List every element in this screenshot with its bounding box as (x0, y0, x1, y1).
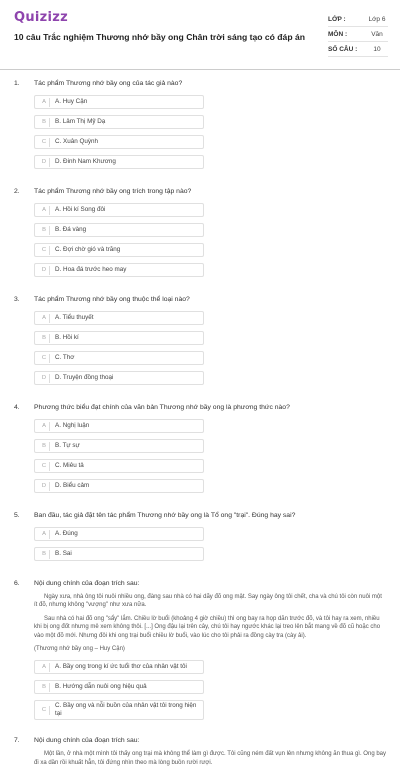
question-header (14, 511, 386, 520)
option-text: D. Đinh Nam Khương (55, 158, 116, 165)
meta-row-question-count (328, 42, 388, 57)
option-letter: C (39, 138, 50, 147)
option-text: D. Biểu cảm (55, 482, 90, 489)
option-c[interactable] (34, 243, 204, 257)
question-text: Nội dung chính của đoạn trích sau: (34, 737, 140, 745)
question-5 (14, 511, 386, 567)
question-header (14, 736, 386, 745)
passage-source: (Thương nhớ bầy ong – Huy Cận) (34, 646, 125, 653)
option-group (34, 419, 386, 499)
meta-label: MÔN : (328, 30, 348, 38)
passage-paragraph: Sau nhà có hai đõ ong "sẩy" lắm. Chiều lờ buổi (khoảng 4 giờ chiều) thì ong bay ra họp dăn trước đõ, và tôi hay ra xem, nhiều khi bị ong đốt nhưng mê xem không thôi. [...] Ong đậu lại trên cây, chú tôi hay ngước khác lại treo lên bắt mang về đõ cũ hoặc cho vào một đõ mới. Nhưng đôi khi ong trại buổi chiều lờ buổi, vào lúc cho tôi phải ra đồng cày tra (cày ải). (34, 615, 381, 639)
quiz-header (0, 0, 400, 64)
option-letter: D (39, 482, 50, 491)
question-text: Nội dung chính của đoạn trích sau: (34, 580, 140, 587)
question-text: Tác phẩm Thương nhớ bầy ong của tác giả nào? (34, 80, 183, 87)
question-header (14, 79, 386, 88)
option-text: B. Tự sự (55, 442, 80, 449)
option-a[interactable] (34, 527, 204, 541)
option-c[interactable] (34, 700, 204, 720)
option-text: A. Đúng (55, 530, 78, 537)
option-letter: B (39, 550, 50, 559)
question-number: 3. (14, 296, 20, 303)
option-d[interactable] (34, 263, 204, 277)
meta-label: SỐ CÂU : (328, 45, 358, 53)
option-c[interactable] (34, 135, 204, 149)
question-header (14, 295, 386, 304)
option-text: C. Thơ (55, 354, 75, 361)
option-b[interactable] (34, 331, 204, 345)
option-group (34, 311, 386, 391)
question-4 (14, 403, 386, 499)
option-text: B. Lâm Thị Mỹ Dạ (55, 118, 106, 125)
meta-label: LỚP : (328, 15, 346, 23)
option-text: A. Tiểu thuyết (55, 314, 94, 321)
option-letter: A (39, 422, 50, 431)
option-group (34, 527, 386, 567)
passage-paragraph: Ngày xưa, nhà ông tôi nuôi nhiều ong, đàng sau nhà có hai dãy đõ ong mật. Say ngày ông tôi chết, cha và chú tôi còn nuôi một ít đõ, nhưng không "vượng" như xưa nữa. (34, 594, 382, 609)
option-text: C. Xuân Quỳnh (55, 138, 99, 145)
option-d[interactable] (34, 155, 204, 169)
option-letter: C (39, 462, 50, 471)
option-group (34, 660, 386, 726)
option-letter: C (39, 246, 50, 255)
reading-passage (34, 750, 386, 767)
page-title: 10 câu Trắc nghiệm Thương nhớ bầy ong Chân trời sáng tạo có đáp án (14, 32, 305, 42)
option-b[interactable] (34, 680, 204, 694)
option-letter: A (39, 98, 50, 107)
question-number: 2. (14, 188, 20, 195)
option-letter: B (39, 683, 50, 692)
option-text: B. Đá vàng (55, 226, 87, 233)
option-c[interactable] (34, 351, 204, 365)
question-1 (14, 79, 386, 175)
meta-value: Lớp 6 (368, 15, 386, 23)
option-letter: A (39, 314, 50, 323)
option-text: A. Hồi kí Song đôi (55, 206, 106, 213)
question-6 (14, 579, 386, 726)
question-3 (14, 295, 386, 391)
option-text: B. Hướng dẫn nuôi ong hiệu quả (55, 683, 147, 691)
question-number: 7. (14, 737, 20, 745)
option-letter: B (39, 334, 50, 343)
option-group (34, 203, 386, 283)
meta-row-grade (328, 12, 388, 27)
option-b[interactable] (34, 439, 204, 453)
option-letter: D (39, 374, 50, 383)
option-letter: A (39, 663, 50, 672)
option-group (34, 95, 386, 175)
option-d[interactable] (34, 371, 204, 385)
question-number: 1. (14, 80, 20, 87)
option-b[interactable] (34, 115, 204, 129)
header-divider (0, 69, 400, 70)
option-letter: B (39, 118, 50, 127)
option-letter: A (39, 206, 50, 215)
meta-value: 10 (373, 45, 381, 53)
question-7 (14, 736, 386, 767)
reading-passage (34, 593, 386, 653)
passage-paragraph: Một lần, ở nhà một mình tôi thấy ong trại mà không thể làm gì được. Tôi cũng ném đất vụn lên nhưng không ăn thua gì. Ong bay đi xa dần rồi khuất hẳn, tôi đứng nhìn theo mà lòng buồn rười rượi. (34, 751, 386, 766)
question-number: 5. (14, 512, 20, 519)
option-text: C. Miêu tả (55, 462, 84, 469)
option-d[interactable] (34, 479, 204, 493)
option-letter: A (39, 530, 50, 539)
option-a[interactable] (34, 203, 204, 217)
question-text: Ban đầu, tác giả đặt tên tác phẩm Thương nhớ bầy ong là Tổ ong "trại". Đúng hay sai? (34, 512, 296, 519)
option-text: D. Hoa đá trước heo may (55, 266, 127, 273)
question-header (14, 187, 386, 196)
option-letter: C (39, 354, 50, 363)
meta-row-subject (328, 27, 388, 42)
question-list (0, 74, 400, 772)
option-text: A. Nghị luận (55, 422, 90, 429)
question-text: Tác phẩm Thương nhớ bầy ong thuộc thể loại nào? (34, 296, 190, 303)
option-text: A. Huy Cận (55, 98, 88, 105)
option-b[interactable] (34, 547, 204, 561)
option-text: B. Hồi kí (55, 334, 79, 341)
question-number: 6. (14, 580, 20, 587)
option-letter: B (39, 442, 50, 451)
option-b[interactable] (34, 223, 204, 237)
quiz-meta-table (328, 12, 388, 57)
option-letter: C (39, 706, 50, 715)
option-a[interactable] (34, 311, 204, 325)
option-text: A. Bầy ong trong kí ức tuổi thơ của nhân vật tôi (55, 663, 187, 671)
question-2 (14, 187, 386, 283)
option-a[interactable] (34, 95, 204, 109)
meta-value: Văn (371, 30, 383, 38)
question-header (14, 579, 386, 588)
option-letter: B (39, 226, 50, 235)
option-text: D. Truyện đồng thoại (55, 374, 114, 381)
option-c[interactable] (34, 459, 204, 473)
question-text: Phương thức biểu đạt chính của văn bản Thương nhớ bầy ong là phương thức nào? (34, 404, 290, 411)
option-a[interactable] (34, 419, 204, 433)
question-header (14, 403, 386, 412)
option-letter: D (39, 158, 50, 167)
quizizz-logo: Quizizz (14, 10, 69, 25)
option-text: C. Đợi chờ gió và trăng (55, 246, 121, 253)
question-number: 4. (14, 404, 20, 411)
option-text: C. Bầy ong và nỗi buồn của nhân vật tôi trong hiện tại (55, 702, 197, 718)
question-text: Tác phẩm Thương nhớ bầy ong trích trong tập nào? (34, 188, 192, 195)
option-text: B. Sai (55, 550, 72, 557)
option-letter: D (39, 266, 50, 275)
option-a[interactable] (34, 660, 204, 674)
